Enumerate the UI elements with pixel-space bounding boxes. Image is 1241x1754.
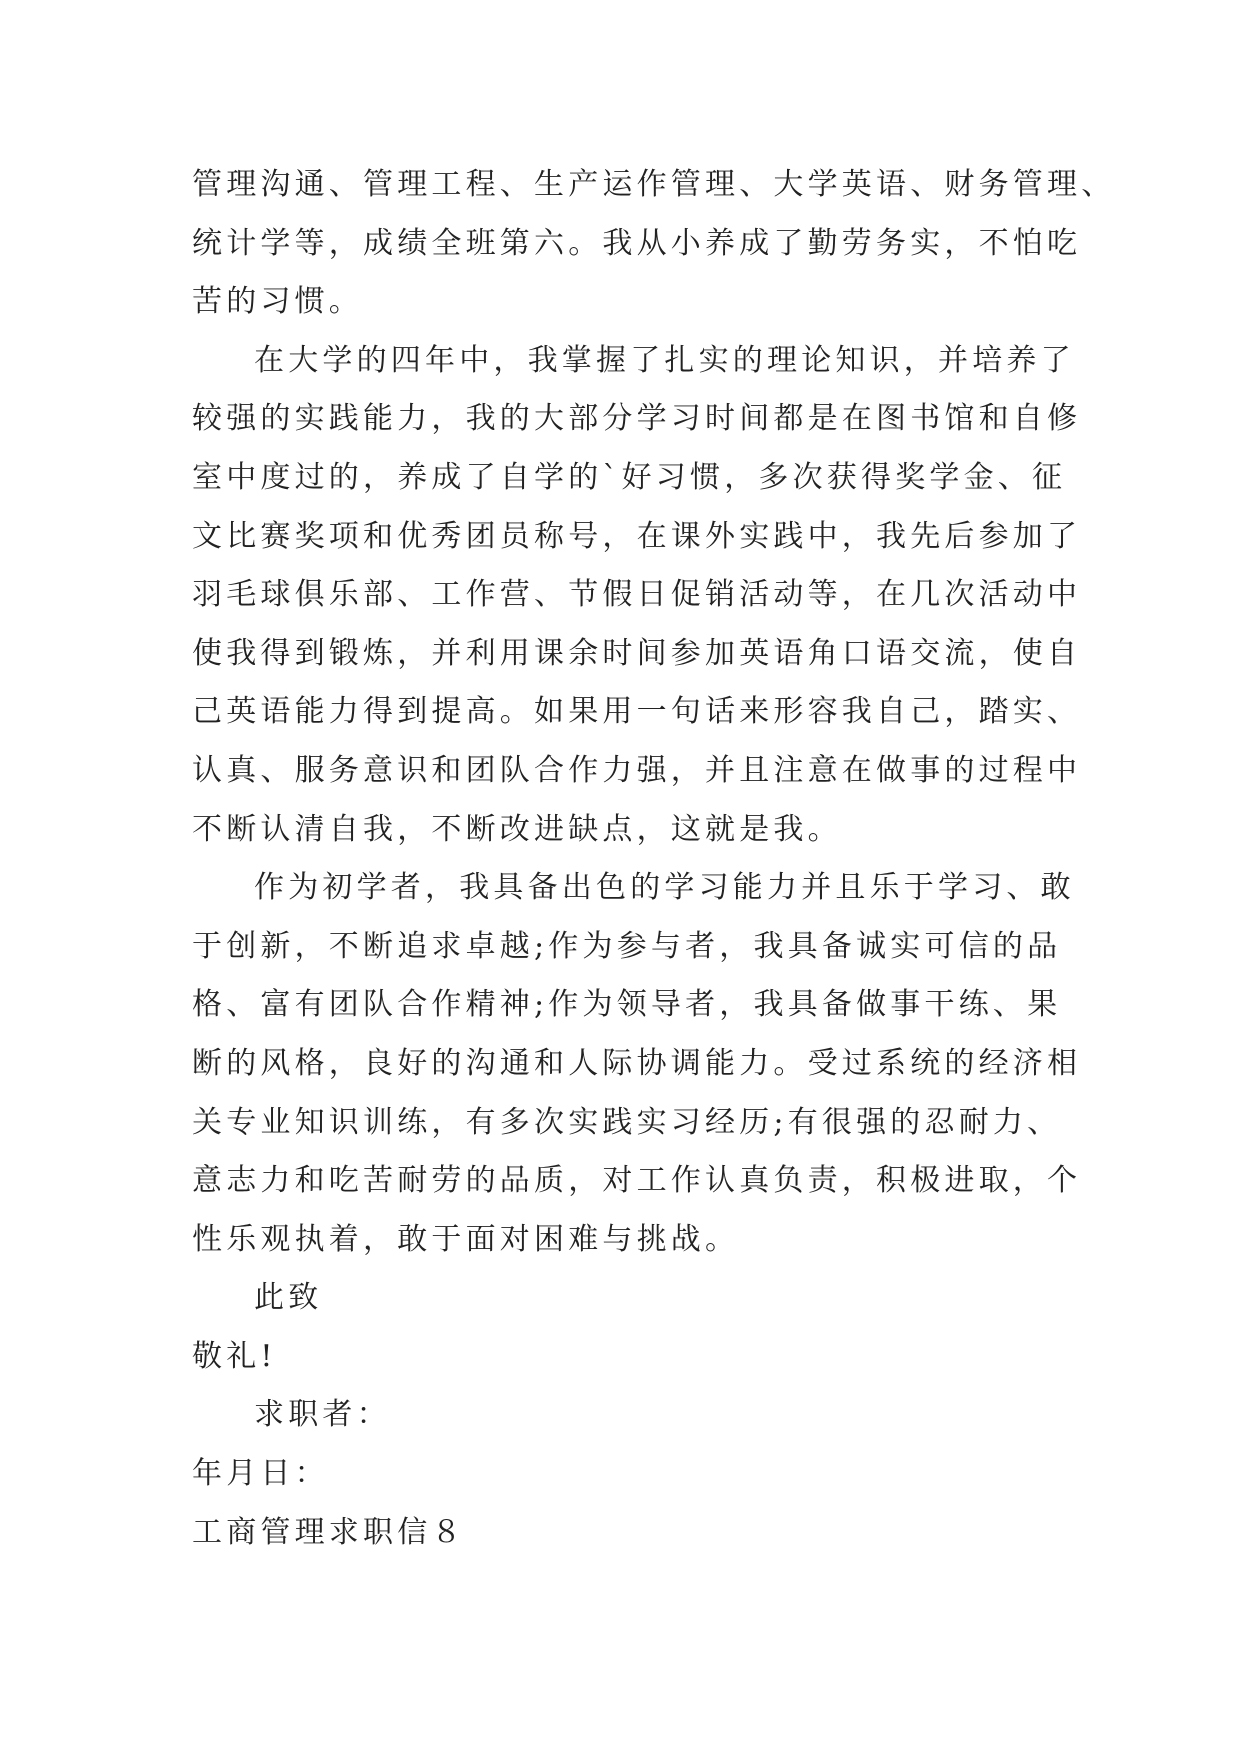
text-line: 管理沟通、管理工程、生产运作管理、大学英语、财务管理、: [192, 167, 1116, 202]
text-line: 意志力和吃苦耐劳的品质，对工作认真负责，积极进取，个: [192, 1163, 1082, 1199]
text-line: 使我得到锻炼，并利用课余时间参加英语角口语交流，使自: [192, 635, 1082, 671]
text-line: 作为初学者，我具备出色的学习能力并且乐于学习、敢: [254, 870, 1075, 906]
text-line: 较强的实践能力，我的大部分学习时间都是在图书馆和自修: [192, 401, 1082, 437]
text-line: 此致: [254, 1280, 323, 1316]
text-line: 断的风格，良好的沟通和人际协调能力。受过系统的经济相: [192, 1045, 1082, 1081]
text-line: 工商管理求职信８: [192, 1514, 466, 1550]
text-line: 室中度过的，养成了自学的`好习惯，多次获得奖学金、征: [192, 459, 1067, 495]
text-line: 关专业知识训练，有多次实践实习经历;有很强的忍耐力、: [192, 1104, 1062, 1140]
text-line: 统计学等，成绩全班第六。我从小养成了勤劳务实，不怕吃: [192, 225, 1082, 261]
text-line: 认真、服务意识和团队合作力强，并且注意在做事的过程中: [192, 752, 1082, 788]
text-line: 于创新，不断追求卓越;作为参与者，我具备诚实可信的品: [192, 928, 1062, 964]
text-line: 羽毛球俱乐部、工作营、节假日促销活动等，在几次活动中: [192, 577, 1082, 613]
letter-body: [192, 156, 1116, 1562]
text-line: 文比赛奖项和优秀团员称号，在课外实践中，我先后参加了: [192, 518, 1082, 554]
text-line: 敬礼!: [192, 1338, 277, 1374]
text-line: 性乐观执着，敢于面对困难与挑战。: [192, 1221, 740, 1257]
text-line: 求职者：: [254, 1397, 391, 1433]
text-line: 己英语能力得到提高。如果用一句话来形容我自己，踏实、: [192, 694, 1082, 730]
text-line: 格、富有团队合作精神;作为领导者，我具备做事干练、果: [192, 987, 1062, 1023]
text-line: 年月日：: [192, 1456, 329, 1492]
text-line: 在大学的四年中，我掌握了扎实的理论知识，并培养了: [254, 342, 1075, 378]
text-line: 苦的习惯。: [192, 284, 363, 320]
text-line: 不断认清自我，不断改进缺点，这就是我。: [192, 811, 842, 847]
